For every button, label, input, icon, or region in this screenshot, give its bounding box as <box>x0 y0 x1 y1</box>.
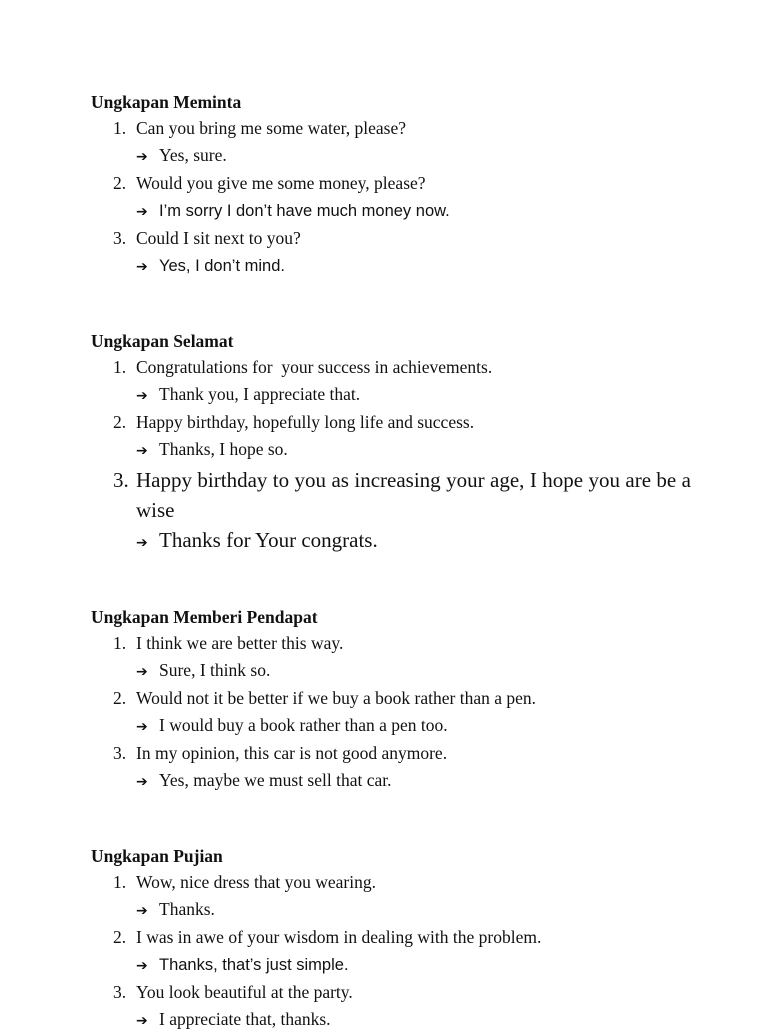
item-response <box>136 142 691 171</box>
large-item-group <box>91 465 691 558</box>
item-text: In my opinion, this car is not good anymore. <box>136 740 691 767</box>
item-number: 2. <box>113 409 126 436</box>
item-response <box>136 1006 691 1034</box>
arrow-right-icon: ➔ <box>136 953 159 980</box>
item-response <box>136 436 691 465</box>
response-text: Thanks, that’s just simple. <box>159 956 349 974</box>
section-selamat <box>91 328 691 558</box>
response-text: Thanks. <box>159 899 215 919</box>
item-number: 3. <box>113 225 126 252</box>
section-memberi-pendapat <box>91 604 691 795</box>
response-text: I would buy a book rather than a pen too. <box>159 715 448 735</box>
arrow-right-icon: ➔ <box>136 769 159 796</box>
arrow-right-icon: ➔ <box>136 898 159 925</box>
section-meminta <box>91 89 691 280</box>
section-heading: Ungkapan Selamat <box>91 328 691 354</box>
list-item <box>91 924 691 951</box>
response-text: Thank you, I appreciate that. <box>159 384 360 404</box>
arrow-right-icon: ➔ <box>136 714 159 741</box>
section-heading: Ungkapan Memberi Pendapat <box>91 604 691 630</box>
arrow-right-icon: ➔ <box>136 1008 159 1034</box>
list-item <box>91 354 691 381</box>
response-text: Thanks, I hope so. <box>159 439 288 459</box>
arrow-right-icon: ➔ <box>136 144 159 171</box>
response-text: Sure, I think so. <box>159 660 270 680</box>
response-text: Yes, sure. <box>159 145 227 165</box>
item-text: Happy birthday, hopefully long life and success. <box>136 409 691 436</box>
list-item <box>91 869 691 896</box>
item-number: 1. <box>113 354 126 381</box>
item-text: You look beautiful at the party. <box>136 979 691 1006</box>
item-text: Would you give me some money, please? <box>136 170 691 197</box>
list-item <box>91 630 691 657</box>
item-text: Would not it be better if we buy a book rather than a pen. <box>136 685 691 712</box>
item-response <box>136 767 691 796</box>
item-number: 1. <box>113 630 126 657</box>
item-text: Congratulations for your success in achievements. <box>136 354 691 381</box>
arrow-right-icon: ➔ <box>136 254 159 281</box>
response-text: I’m sorry I don’t have much money now. <box>159 202 450 220</box>
item-number: 3. <box>113 979 126 1006</box>
item-text: Could I sit next to you? <box>136 225 691 252</box>
list-item <box>91 225 691 252</box>
item-number: 2. <box>113 170 126 197</box>
list-item <box>91 409 691 436</box>
item-response <box>136 951 691 980</box>
item-number: 3. <box>113 740 126 767</box>
section-heading: Ungkapan Pujian <box>91 843 691 869</box>
section-pujian <box>91 843 691 1034</box>
list-item <box>91 685 691 712</box>
list-item <box>91 170 691 197</box>
item-number: 3. <box>113 465 129 495</box>
item-text: I think we are better this way. <box>136 630 691 657</box>
list-item <box>91 979 691 1006</box>
item-response <box>136 712 691 741</box>
item-response <box>136 657 691 686</box>
item-number: 2. <box>113 924 126 951</box>
response-text: Thanks for Your congrats. <box>159 528 378 552</box>
list-item <box>91 465 691 525</box>
section-heading: Ungkapan Meminta <box>91 89 691 115</box>
item-number: 1. <box>113 115 126 142</box>
item-text: Can you bring me some water, please? <box>136 115 691 142</box>
item-text: I was in awe of your wisdom in dealing with the problem. <box>136 924 691 951</box>
item-text: Wow, nice dress that you wearing. <box>136 869 691 896</box>
list-item <box>91 115 691 142</box>
item-number: 2. <box>113 685 126 712</box>
item-response <box>136 252 691 281</box>
item-number: 1. <box>113 869 126 896</box>
arrow-right-icon: ➔ <box>136 383 159 410</box>
item-response <box>136 896 691 925</box>
response-text: Yes, maybe we must sell that car. <box>159 770 392 790</box>
arrow-right-icon: ➔ <box>136 528 159 558</box>
item-response <box>136 525 691 558</box>
item-text: Happy birthday to you as increasing your age, I hope you are be a wise <box>136 465 691 525</box>
arrow-right-icon: ➔ <box>136 659 159 686</box>
arrow-right-icon: ➔ <box>136 438 159 465</box>
item-response <box>136 381 691 410</box>
item-response <box>136 197 691 226</box>
list-item <box>91 740 691 767</box>
response-text: Yes, I don’t mind. <box>159 257 285 275</box>
arrow-right-icon: ➔ <box>136 199 159 226</box>
response-text: I appreciate that, thanks. <box>159 1009 331 1029</box>
